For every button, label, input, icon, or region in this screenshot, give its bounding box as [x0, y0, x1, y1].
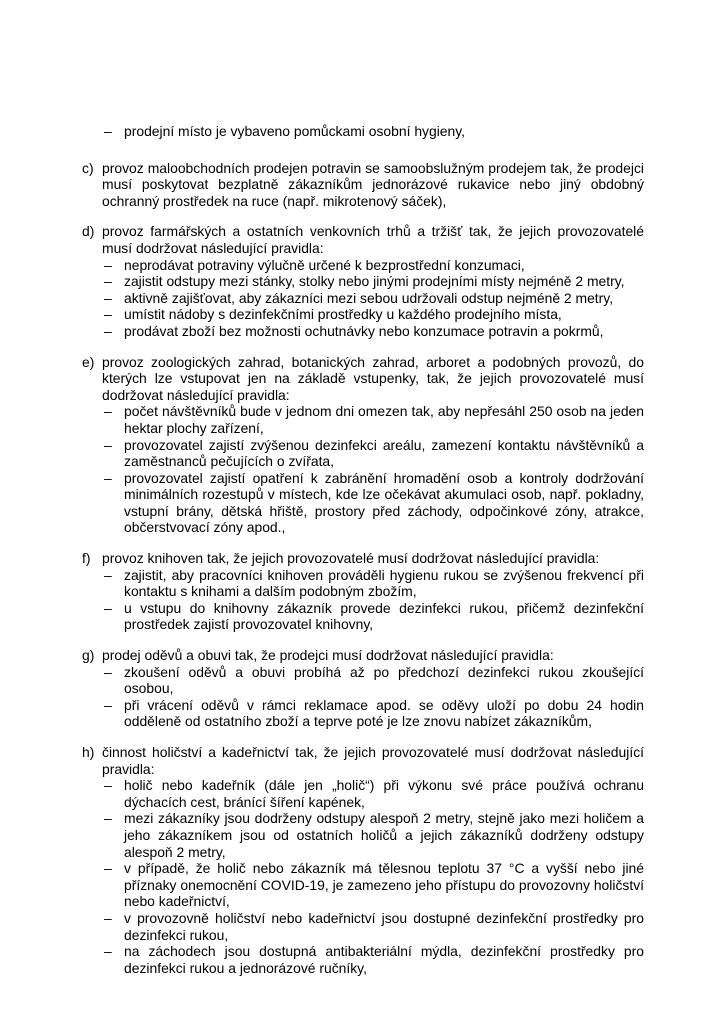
- section-text: provoz zoologických zahrad, botanických zahrad, arboret a podobných provozů, do kterých lze vstupovat jen na základě vstupenky, tak, že jejich provozovatelé musí dodržovat následující pravidla:: [102, 353, 644, 403]
- dash-marker: –: [104, 663, 112, 680]
- list-item: – prodávat zboží bez možnosti ochutnávky nebo konzumace potravin a pokrmů,: [104, 322, 604, 339]
- section-letter: h): [82, 744, 95, 760]
- section-c: [82, 160, 644, 210]
- list-item: – zajistit, aby pracovníci knihoven prováděli hygienu rukou se zvýšenou frekvencí při kontaktu s knihami a dalším podobným zbožím,: [104, 566, 644, 600]
- section-letter: e): [82, 353, 95, 370]
- dash-marker: –: [104, 909, 112, 926]
- sub-list: [102, 257, 644, 340]
- section-d: [82, 223, 644, 339]
- section-letter: d): [82, 223, 95, 240]
- dash-marker: –: [104, 322, 112, 339]
- list-item: – na záchodech jsou dostupná antibakteriální mýdla, dezinfekční prostředky pro dezinfekci rukou a jednorázové ručníky,: [104, 943, 644, 976]
- list-item: – provozovatel zajistí zvýšenou dezinfekci areálu, zamezení kontaktu návštěvníků a zaměstnanců pečujících o zvířata,: [104, 436, 644, 470]
- intro-bullet-text: prodejní místo je vybaveno pomůckami osobní hygieny,: [124, 123, 466, 139]
- dash-marker: –: [104, 860, 112, 877]
- sub-list: [102, 567, 644, 633]
- list-item: – umístit nádoby s dezinfekčními prostředky u každého prodejního místa,: [104, 306, 562, 323]
- list-item: – neprodávat potraviny výlučně určené k bezprostřední konzumaci,: [104, 256, 525, 273]
- section-e: [82, 354, 644, 537]
- section-letter: c): [82, 159, 94, 176]
- list-item: – mezi zákazníky jsou dodrženy odstupy alespoň 2 metry, stejně jako mezi holičem a jeho zákazníkem jsou od ostatních holičů a jejich zákazníků dodrženy odstupy alespoň 2 metry,: [104, 810, 644, 860]
- dash-marker: –: [104, 777, 112, 794]
- section-f: [82, 550, 644, 633]
- dash-marker: –: [104, 943, 112, 960]
- dash-marker: –: [104, 306, 112, 323]
- dash-marker: –: [104, 123, 112, 139]
- sub-list: [102, 664, 644, 730]
- section-text: prodej oděvů a obuvi tak, že prodejci musí dodržovat následující pravidla:: [102, 647, 554, 664]
- dash-marker: –: [104, 599, 112, 616]
- list-item: – v provozovně holičství nebo kadeřnictví jsou dostupné dezinfekční prostředky pro dezinfekci rukou,: [104, 909, 644, 943]
- list-item: – holič nebo kadeřník (dále jen „holič“) při výkonu své práce používá ochranu dýchacích cest, bránící šíření kapének,: [104, 777, 644, 810]
- section-letter: f): [82, 550, 91, 567]
- section-text: činnost holičství a kadeřnictví tak, že jejich provozovatelé musí dodržovat následující pravidla:: [102, 744, 644, 777]
- dash-marker: –: [104, 696, 112, 713]
- dash-marker: –: [104, 469, 112, 486]
- dash-marker: –: [104, 436, 112, 453]
- list-item: – zajistit odstupy mezi stánky, stolky nebo jinými prodejními místy nejméně 2 metry,: [104, 273, 625, 290]
- list-item: – počet návštěvníků bude v jednom dni omezen tak, aby nepřesáhl 250 osob na jeden hektar plochy zařízení,: [104, 403, 644, 436]
- section-text: provoz knihoven tak, že jejich provozovatelé musí dodržovat následující pravidla:: [102, 550, 600, 567]
- document-body: [82, 123, 644, 990]
- list-item: – aktivně zajišťovat, aby zákazníci mezi sebou udržovali odstup nejméně 2 metry,: [104, 289, 614, 306]
- dash-marker: –: [104, 256, 112, 273]
- list-item: – v případě, že holič nebo zákazník má tělesnou teplotu 37 °C a vyšší nebo jiné příznaky onemocnění COVID-19, je zamezeno jeho přístupu do provozovny holičství nebo kadeřnictví,: [104, 860, 644, 910]
- section-text: provoz farmářských a ostatních venkovních trhů a tržišť tak, že jejich provozovatelé musí dodržovat následující pravidla:: [102, 223, 644, 256]
- dash-marker: –: [104, 289, 112, 306]
- section-letter: g): [82, 647, 95, 664]
- sub-list: [102, 777, 644, 976]
- sub-list: [102, 403, 644, 536]
- dash-marker: –: [104, 403, 112, 420]
- list-item: – zkoušení oděvů a obuvi probíhá až po předchozí dezinfekci rukou zkoušející osobou,: [104, 663, 644, 697]
- intro-bullet: [82, 123, 644, 140]
- dash-marker: –: [104, 810, 112, 827]
- section-g: [82, 647, 644, 730]
- list-item: – při vrácení oděvů v rámci reklamace apod. se oděvy uloží po dobu 24 hodin odděleně od ostatního zboží a teprve poté je lze znovu nabízet zákazníkům,: [104, 696, 644, 730]
- list-item: – u vstupu do knihovny zákazník provede dezinfekci rukou, přičemž dezinfekční prostředek zajistí provozovatel knihovny,: [104, 599, 644, 633]
- dash-marker: –: [104, 273, 112, 290]
- section-text: provoz maloobchodních prodejen potravin se samoobslužným prodejem tak, že prodejci musí poskytovat bezplatně zákazníkům jednorázové rukavice nebo jiný obdobný ochranný prostředek na ruce (např. mikrotenový sáček),: [102, 159, 644, 209]
- list-item: – provozovatel zajistí opatření k zabránění hromadění osob a kontroly dodržování minimálních rozestupů v místech, kde lze očekávat akumulaci osob, např. pokladny, vstupní brány, dětská hřiště, prostory před záchody, odpočinkové zóny, atrakce, občerstvovací zóny apod.,: [104, 469, 644, 536]
- dash-marker: –: [104, 566, 112, 583]
- section-h: [82, 744, 644, 976]
